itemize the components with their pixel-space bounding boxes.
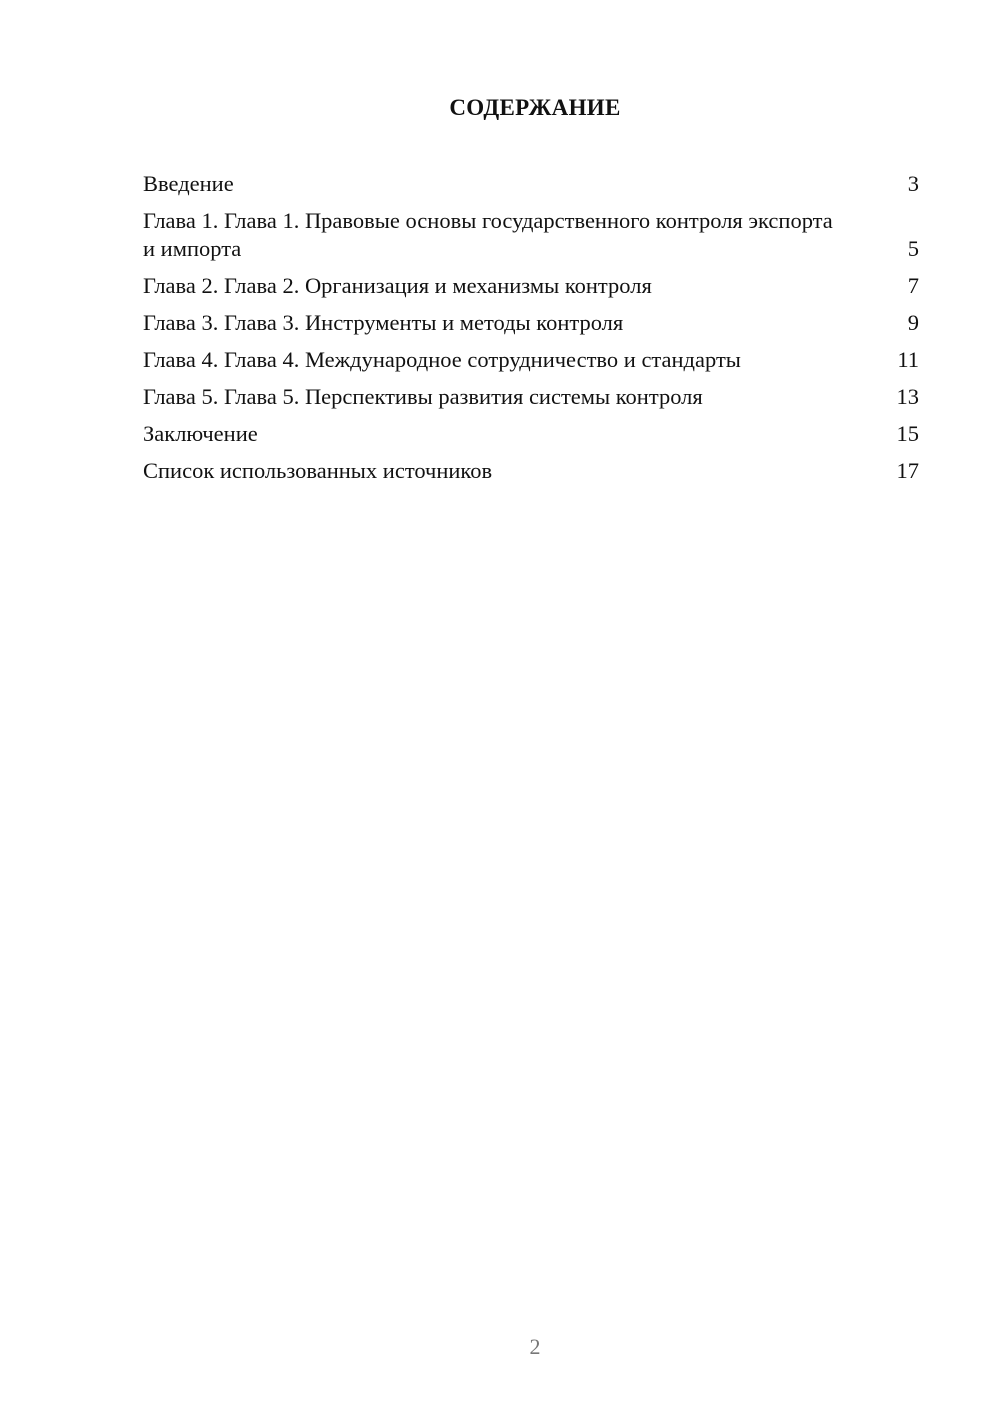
toc-entry-chapter-2[interactable] [143,272,919,300]
toc-entry-label: Глава 4. Глава 4. Международное сотрудничество и стандарты [143,347,741,372]
toc-entry-page: 15 [896,421,919,446]
toc-entry-chapter-4[interactable] [143,346,919,374]
toc-entry-page: 7 [907,273,919,298]
table-of-contents [143,170,919,494]
toc-entry-label: Список использованных источников [143,458,493,483]
toc-entry-label: Глава 3. Глава 3. Инструменты и методы контроля [143,310,624,335]
page-number: 2 [529,1334,541,1359]
toc-entry-label: Глава 1. Глава 1. Правовые основы государственного контроля экспорта и импорта [143,208,833,261]
toc-entry-page: 3 [907,171,919,196]
toc-entry-introduction[interactable] [143,170,919,198]
toc-entry-references[interactable] [143,457,919,485]
toc-entry-page: 5 [907,236,919,261]
toc-entry-page: 11 [897,347,919,372]
toc-entry-label: Заключение [143,421,258,446]
toc-entry-label: Глава 2. Глава 2. Организация и механизмы контроля [143,273,652,298]
toc-entry-label: Введение [143,171,234,196]
toc-entry-chapter-1[interactable] [143,207,919,263]
toc-entry-page: 13 [896,384,919,409]
page-title: СОДЕРЖАНИЕ [449,95,621,120]
toc-entry-chapter-5[interactable] [143,383,919,411]
toc-entry-page: 17 [896,458,919,483]
toc-entry-label: Глава 5. Глава 5. Перспективы развития системы контроля [143,384,703,409]
toc-entry-chapter-3[interactable] [143,309,919,337]
toc-entry-page: 9 [907,310,919,335]
toc-entry-conclusion[interactable] [143,420,919,448]
